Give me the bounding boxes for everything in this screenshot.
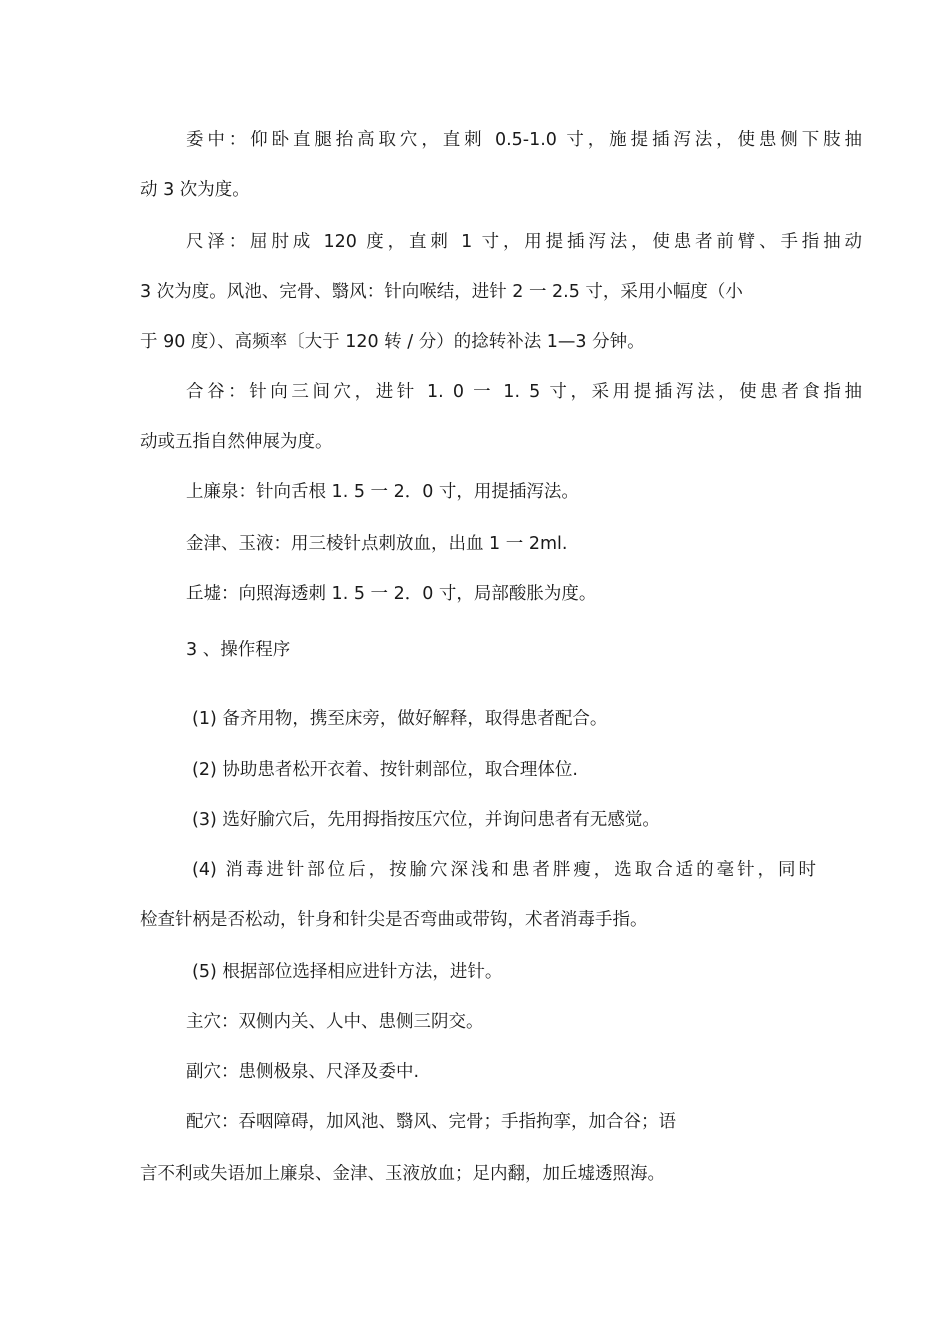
paragraph-qiuxu: 丘墟：向照海透刺 1. 5 一 2．0 寸，局部酸胀为度。 xyxy=(186,584,597,604)
paragraph-jinjin-yuye: 金津、玉液：用三棱针点刺放血，出血 1 一 2ml. xyxy=(186,534,568,554)
supplementary-acupoints-line-1: 配穴：吞咽障碍，加风池、翳风、完骨；手指拘挛，加合谷；语 xyxy=(186,1112,676,1132)
paragraph-weizhong-line-1: 委中：仰卧直腿抬高取穴，直刺 0.5-1.0 寸，施提插泻法，使患侧下肢抽 xyxy=(186,130,862,150)
secondary-acupoints: 副穴：患侧极泉、尺泽及委中. xyxy=(186,1062,420,1082)
main-acupoints: 主穴：双侧内关、人中、患侧三阴交。 xyxy=(186,1012,484,1032)
procedure-step-4-line-1: (4) 消毒进针部位后，按腧穴深浅和患者胖瘦，选取合适的毫针，同时 xyxy=(192,860,816,880)
paragraph-chize-line-2: 3 次为度。风池、完骨、翳风：针向喉结，进针 2 一 2.5 寸，采用小幅度（小 xyxy=(140,282,743,302)
paragraph-chize-line-1: 尺泽：屈肘成 120 度，直刺 1 寸，用提插泻法，使患者前臂、手指抽动 xyxy=(186,232,862,252)
paragraph-hegu-line-2: 动或五指自然伸展为度。 xyxy=(140,432,333,452)
procedure-step-4-line-2: 检查针柄是否松动，针身和针尖是否弯曲或带钩，术者消毒手指。 xyxy=(140,910,648,930)
paragraph-shanglianquan: 上廉泉：针向舌根 1. 5 一 2．0 寸，用提插泻法。 xyxy=(186,482,579,502)
section-heading-procedure: 3 、操作程序 xyxy=(186,640,291,660)
supplementary-acupoints-line-2: 言不利或失语加上廉泉、金津、玉液放血；足内翻，加丘墟透照海。 xyxy=(140,1164,665,1184)
procedure-step-3: (3) 选好腧穴后，先用拇指按压穴位，并询问患者有无感觉。 xyxy=(192,810,660,830)
procedure-step-1: (1) 备齐用物，携至床旁，做好解释，取得患者配合。 xyxy=(192,709,608,729)
procedure-step-5: (5) 根据部位选择相应进针方法，进针。 xyxy=(192,962,503,982)
paragraph-weizhong-line-2: 动 3 次为度。 xyxy=(140,180,250,200)
paragraph-hegu-line-1: 合谷：针向三间穴，进针 1. 0 一 1. 5 寸，采用提插泻法，使患者食指抽 xyxy=(186,382,862,402)
paragraph-chize-line-3: 于 90 度）、高频率〔大于 120 转 / 分）的捻转补法 1—3 分钟。 xyxy=(140,332,645,352)
procedure-step-2: (2) 协助患者松开衣着、按针刺部位，取合理体位. xyxy=(192,760,578,780)
